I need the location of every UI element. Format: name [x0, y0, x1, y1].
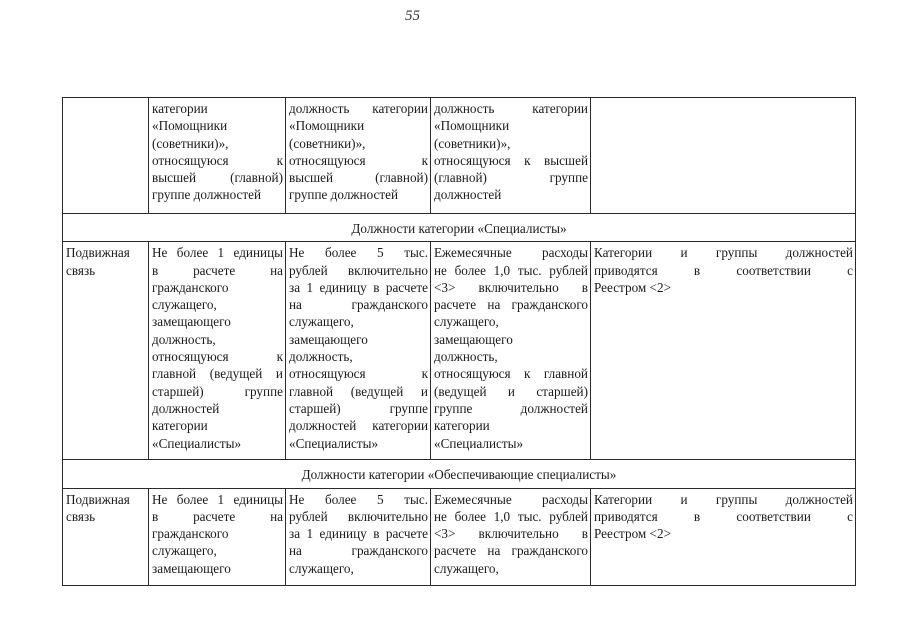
- cell-service-type: [63, 242, 149, 460]
- cell-quantity-norm: [149, 488, 286, 585]
- cell-line: приводятся в соответствии с: [594, 508, 853, 524]
- cell-expense-norm: [431, 98, 591, 214]
- cell-note: [591, 242, 856, 460]
- cell-line: служащего,: [289, 560, 354, 576]
- cell-line: Не более 5 тыс.: [289, 491, 428, 507]
- section-row: [63, 214, 856, 242]
- expense-norms-table: [62, 97, 856, 586]
- cell-line: (советники)»,: [434, 135, 511, 151]
- cell-line: приводятся в соответствии с: [594, 262, 853, 278]
- cell-line: гражданского: [152, 279, 229, 295]
- cell-line: должность,: [152, 331, 216, 347]
- cell-line: служащего,: [152, 543, 217, 559]
- cell-service-type: [63, 98, 149, 214]
- cell-line: «Помощники: [289, 118, 365, 134]
- table-row: [63, 98, 856, 214]
- cell-line: относящуюся к главной: [434, 366, 588, 382]
- cell-quantity-norm: [149, 98, 286, 214]
- cell-line: Ежемесячные расходы: [434, 491, 588, 507]
- cell-line: не более 1,0 тыс. рублей: [434, 508, 588, 524]
- cell-line: категории: [434, 418, 490, 434]
- cell-line: Категории и группы должностей: [594, 491, 853, 507]
- cell-line: замещающего: [152, 314, 231, 330]
- page-number: 55: [405, 8, 420, 24]
- cell-line: категории: [152, 418, 208, 434]
- cell-quantity-norm: [149, 242, 286, 460]
- cell-line: Категории и группы должностей: [594, 245, 853, 261]
- cell-line: должностей категории: [289, 418, 428, 434]
- cell-note: [591, 488, 856, 585]
- cell-line: Ежемесячные расходы: [434, 245, 588, 261]
- section-row: [63, 460, 856, 488]
- cell-line: за 1 единицу в расчете: [289, 526, 428, 542]
- cell-price-norm: [286, 488, 431, 585]
- cell-line: «Помощники: [152, 118, 228, 134]
- cell-line: <3> включительно в: [434, 279, 588, 295]
- cell-line: старшей) группе: [152, 383, 283, 399]
- cell-line: за 1 единицу в расчете: [289, 279, 428, 295]
- cell-line: высшей (главной): [289, 170, 428, 186]
- cell-line: относящуюся к: [289, 366, 428, 382]
- cell-line: группе должностей: [152, 187, 262, 203]
- cell-line: группе должностей: [434, 400, 588, 416]
- cell-line: связь: [66, 262, 96, 278]
- cell-line: должность категории: [289, 101, 428, 116]
- cell-line: «Помощники: [434, 118, 510, 134]
- cell-line: Не более 5 тыс.: [289, 245, 428, 261]
- cell-note: [591, 98, 856, 214]
- cell-line: Реестром <2>: [594, 526, 672, 542]
- cell-line: <3> включительно в: [434, 526, 588, 542]
- cell-line: связь: [66, 508, 96, 524]
- cell-line: не более 1,0 тыс. рублей: [434, 262, 588, 278]
- cell-line: должностей: [152, 400, 220, 416]
- cell-price-norm: [286, 98, 431, 214]
- cell-line: должность,: [289, 349, 353, 365]
- cell-line: в расчете на: [152, 262, 283, 278]
- cell-expense-norm: [431, 488, 591, 585]
- cell-line: «Специалисты»: [434, 435, 524, 451]
- section-title-support-specialists: Должности категории «Обеспечивающие специалисты»: [63, 460, 856, 488]
- cell-line: Подвижная: [66, 245, 130, 261]
- cell-line: Подвижная: [66, 491, 130, 507]
- cell-line: Не более 1 единицы: [152, 491, 283, 507]
- cell-line: рублей включительно: [289, 508, 428, 524]
- cell-line: Не более 1 единицы: [152, 245, 283, 261]
- section-title-specialists: Должности категории «Специалисты»: [63, 214, 856, 242]
- cell-expense-norm: [431, 242, 591, 460]
- cell-line: относящуюся к высшей: [434, 152, 588, 168]
- cell-line: относящуюся к: [289, 152, 428, 168]
- cell-line: Реестром <2>: [594, 279, 672, 295]
- cell-line: замещающего: [289, 331, 368, 347]
- cell-line: служащего,: [434, 560, 499, 576]
- cell-line: должность,: [434, 349, 498, 365]
- cell-line: замещающего: [152, 560, 231, 576]
- cell-line: относящуюся к: [152, 152, 283, 168]
- cell-line: главной (ведущей и: [289, 383, 428, 399]
- cell-line: служащего,: [152, 297, 217, 313]
- cell-line: группе должностей: [289, 187, 399, 203]
- cell-line: (советники)»,: [289, 135, 366, 151]
- cell-line: замещающего: [434, 331, 513, 347]
- cell-line: высшей (главной): [152, 170, 283, 186]
- cell-line: должностей: [434, 187, 502, 203]
- cell-line: относящуюся к: [152, 349, 283, 365]
- table-row: [63, 242, 856, 460]
- cell-line: расчете на гражданского: [434, 297, 588, 313]
- cell-line: рублей включительно: [289, 262, 428, 278]
- table-row: [63, 488, 856, 585]
- cell-line: «Специалисты»: [152, 435, 242, 451]
- cell-line: гражданского: [152, 526, 229, 542]
- cell-line: на гражданского: [289, 543, 428, 559]
- cell-line: в расчете на: [152, 508, 283, 524]
- cell-line: главной (ведущей и: [152, 366, 283, 382]
- cell-line: старшей) группе: [289, 400, 428, 416]
- cell-line: категории: [152, 101, 208, 116]
- cell-line: служащего,: [434, 314, 499, 330]
- cell-line: (советники)»,: [152, 135, 229, 151]
- cell-line: на гражданского: [289, 297, 428, 313]
- cell-line: «Специалисты»: [289, 435, 379, 451]
- cell-service-type: [63, 488, 149, 585]
- cell-line: расчете на гражданского: [434, 543, 588, 559]
- cell-line: (ведущей и старшей): [434, 383, 588, 399]
- cell-line: должность категории: [434, 101, 588, 116]
- cell-line: служащего,: [289, 314, 354, 330]
- cell-price-norm: [286, 242, 431, 460]
- cell-line: (главной) группе: [434, 170, 588, 186]
